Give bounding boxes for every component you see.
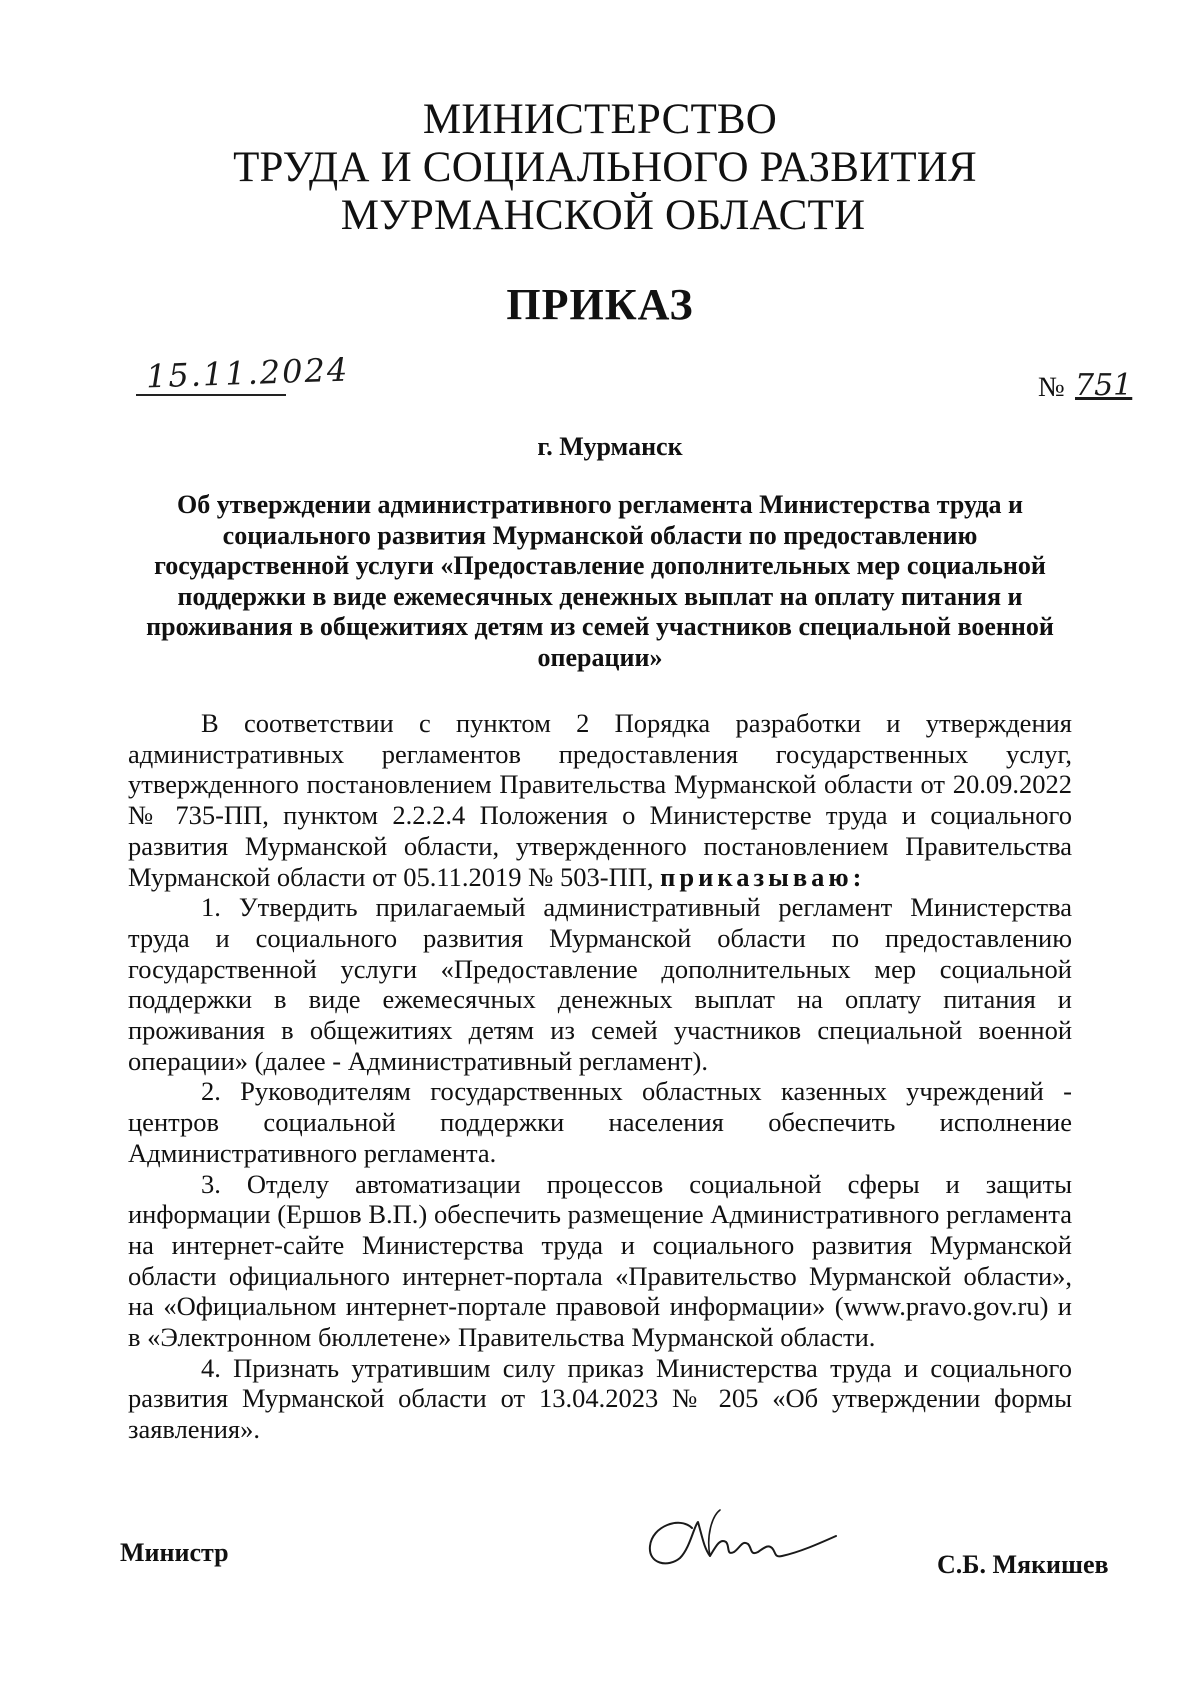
document-type: ПРИКАЗ	[506, 280, 694, 329]
number-label: №	[1038, 372, 1065, 403]
signatory-name: С.Б. Мякишев	[937, 1550, 1109, 1579]
order-body	[128, 708, 1072, 1445]
handwritten-number: 751	[1075, 368, 1133, 403]
preamble-paragraph	[128, 708, 1072, 892]
handwritten-signature	[640, 1486, 860, 1586]
order-word: приказываю:	[660, 861, 866, 892]
ministry-header	[0, 96, 1200, 240]
handwritten-date: 15.11.2024	[145, 350, 350, 396]
order-item: 4. Признать утратившим силу приказ Министерства труда и социального развития Мурманской области от 13.04.2023 № 205 «Об утверждении формы заявления».	[128, 1352, 1072, 1445]
order-item: 3. Отделу автоматизации процессов социальной сферы и защиты информации (Ершов В.П.) обеспечить размещение Административного регламента на интернет-сайте Министерства труда и социального развития Мурманской области официального интернет-портала «Правительство Мурманской области», на «Официальном интернет-портале правовой информации» (www.pravo.gov.ru) и в «Электронном бюллетене» Правительства Мурманской области.	[128, 1168, 1072, 1353]
ministry-line: МИНИСТЕРСТВО	[422, 96, 778, 143]
order-item: 1. Утвердить прилагаемый административный регламент Министерства труда и социального развития Мурманской области по предоставлению государственной услуги «Предоставление дополнительных мер социальной поддержки в виде ежемесячных денежных выплат на оплату питания и проживания в общежитиях детям из семей участников специальной военной операции» (далее - Административный регламент).	[128, 892, 1072, 1076]
city: г. Мурманск	[537, 432, 683, 461]
preamble-text: В соответствии с пунктом 2 Порядка разработки и утверждения административных регламентов предоставления государственных услуг, утвержденного постановлением Правительства Мурманской области от 20.09.2022 № 735-ПП, пунктом 2.2.2.4 Положения о Министерстве труда и социального развития Мурманской области, утвержденного постановлением Правительства Мурманской области от 05.11.2019 № 503-ПП,	[128, 708, 1072, 892]
order-subject: Об утверждении административного регламента Министерства труда и социального развития Мурманской области по предоставлению государственной услуги «Предоставление дополнительных мер социальной поддержки в виде ежемесячных денежных выплат на оплату питания и проживания в общежитиях детям из семей участников специальной военной операции»	[146, 490, 1054, 672]
ministry-line: ТРУДА И СОЦИАЛЬНОГО РАЗВИТИЯ	[233, 144, 977, 191]
ministry-line: МУРМАНСКОЙ ОБЛАСТИ	[340, 192, 866, 239]
signatory-role: Министр	[120, 1538, 229, 1567]
order-item: 2. Руководителям государственных областных казенных учреждений - центров социальной поддержки населения обеспечить исполнение Административного регламента.	[128, 1076, 1072, 1168]
